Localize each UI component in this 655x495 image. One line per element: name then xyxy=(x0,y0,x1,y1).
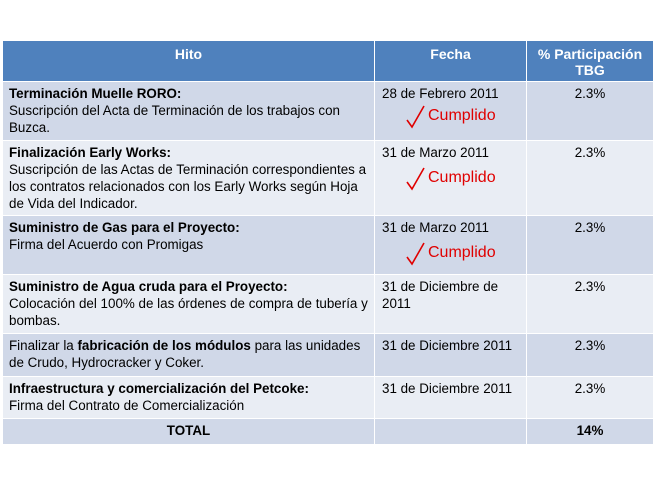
header-hito: Hito xyxy=(3,41,375,82)
participation-cell: 2.3% xyxy=(527,377,654,419)
fecha-cell xyxy=(375,377,527,419)
status-cumplido xyxy=(382,103,520,129)
fecha-cell xyxy=(375,82,527,141)
total-fecha xyxy=(375,419,527,445)
milestone-title: Suministro de Gas para el Proyecto: xyxy=(9,220,240,235)
milestone-description: Suscripción del Acta de Terminación de los trabajos con Buzca. xyxy=(9,103,340,135)
checkmark-icon xyxy=(406,105,426,129)
status-cumplido xyxy=(382,165,520,191)
milestone-title: Suministro de Agua cruda para el Proyecto: xyxy=(9,279,288,294)
total-label: TOTAL xyxy=(3,419,375,445)
milestone-description: Firma del Acuerdo con Promigas xyxy=(9,237,204,252)
total-row xyxy=(3,419,654,445)
milestone-title: Infraestructura y comercialización del Petcoke: xyxy=(9,381,309,396)
milestone-date: 31 de Diciembre de 2011 xyxy=(382,279,499,311)
status-cumplido xyxy=(382,240,520,266)
participation-cell: 2.3% xyxy=(527,334,654,377)
hito-cell xyxy=(3,334,375,377)
fecha-cell xyxy=(375,216,527,275)
header-row xyxy=(3,41,654,82)
header-fecha: Fecha xyxy=(375,41,527,82)
participation-cell: 2.3% xyxy=(527,216,654,275)
milestone-title: Terminación Muelle RORO: xyxy=(9,86,182,101)
table-row xyxy=(3,377,654,419)
milestone-date: 28 de Febrero 2011 xyxy=(382,86,499,101)
hito-cell xyxy=(3,141,375,216)
status-text: Cumplido xyxy=(428,169,496,186)
status-text: Cumplido xyxy=(428,107,496,124)
fecha-cell xyxy=(375,334,527,377)
hito-cell xyxy=(3,82,375,141)
milestone-date: 31 de Diciembre 2011 xyxy=(382,381,513,396)
participation-cell: 2.3% xyxy=(527,141,654,216)
table-row xyxy=(3,216,654,275)
status-text: Cumplido xyxy=(428,244,496,261)
table-row xyxy=(3,275,654,334)
milestone-prefix: Finalizar la xyxy=(9,338,78,353)
header-participacion: % Participación TBG xyxy=(527,41,654,82)
milestone-suffix: para las unidades de Crudo, Hydrocracker y Coker. xyxy=(9,338,361,370)
hito-cell xyxy=(3,216,375,275)
hito-cell xyxy=(3,275,375,334)
fecha-cell xyxy=(375,141,527,216)
checkmark-icon xyxy=(406,242,426,266)
milestone-date: 31 de Marzo 2011 xyxy=(382,220,489,235)
table-row xyxy=(3,334,654,377)
milestone-description: Suscripción de las Actas de Terminación correspondientes a los contratos relacionados con los Early Works según Hoja de Vida del Indicador. xyxy=(9,162,367,211)
milestone-title: fabricación de los módulos xyxy=(77,338,251,353)
milestones-table xyxy=(2,40,654,445)
participation-cell: 2.3% xyxy=(527,275,654,334)
participation-cell: 2.3% xyxy=(527,82,654,141)
milestone-title: Finalización Early Works: xyxy=(9,145,171,160)
checkmark-icon xyxy=(406,167,426,191)
hito-cell xyxy=(3,377,375,419)
total-value: 14% xyxy=(527,419,654,445)
milestone-date: 31 de Marzo 2011 xyxy=(382,145,489,160)
milestone-description: Colocación del 100% de las órdenes de compra de tubería y bombas. xyxy=(9,296,368,328)
table-row xyxy=(3,82,654,141)
table-row xyxy=(3,141,654,216)
milestone-date: 31 de Diciembre 2011 xyxy=(382,338,513,353)
milestone-description: Firma del Contrato de Comercialización xyxy=(9,398,245,413)
fecha-cell xyxy=(375,275,527,334)
